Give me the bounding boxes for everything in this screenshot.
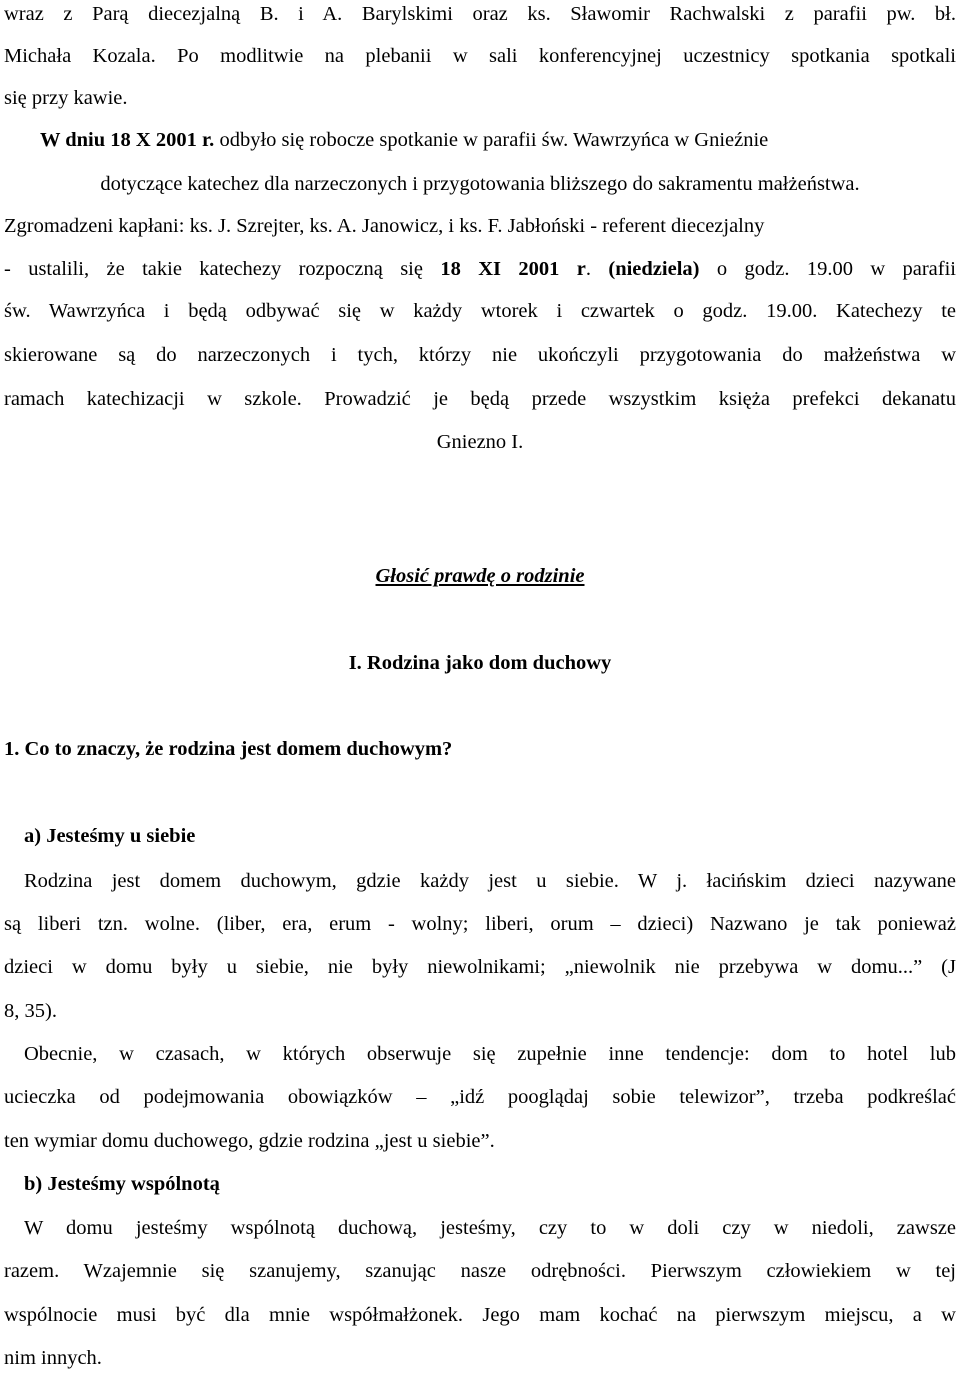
section-a-line-5: Obecnie, w czasach, w których obserwuje się zupełnie inne tendencje: dom to hotel lub: [24, 1043, 956, 1065]
meeting-line-1: W dniu 18 X 2001 r. odbyło się robocze spotkanie w parafii św. Wawrzyńca w Gnieźnie: [40, 129, 769, 151]
part-heading: I. Rodzina jako dom duchowy: [348, 652, 612, 674]
meeting-line-3: Zgromadzeni kapłani: ks. J. Szrejter, ks. A. Janowicz, i ks. F. Jabłoński - referent diecezjalny: [4, 215, 765, 237]
section-b-line-1: W domu jesteśmy wspólnotą duchową, jesteśmy, czy to w doli czy w niedoli, zawsze: [24, 1217, 956, 1239]
meeting-line-4: - ustalili, że takie katechezy rozpoczną się 18 XI 2001 r. (niedziela) o godz. 19.00 w parafii: [4, 258, 956, 280]
meeting-date: W dniu 18 X 2001 r.: [40, 129, 215, 151]
section-b-line-3: wspólnocie musi być dla mnie współmałżonek. Jego mam kochać na pierwszym miejscu, a w: [4, 1304, 956, 1326]
intro-line-2: Michała Kozala. Po modlitwie na plebanii w sali konferencyjnej uczestnicy spotkania spotkali: [4, 45, 956, 67]
meeting-line-8: Gniezno I.: [436, 431, 524, 453]
section-b-line-2: razem. Wzajemnie się szanujemy, szanując nasze odrębności. Pierwszym człowiekiem w tej: [4, 1260, 956, 1282]
intro-line-3: się przy kawie.: [4, 87, 128, 109]
section-a-line-2: są liberi tzn. wolne. (liber, era, erum - wolny; liberi, orum – dzieci) Nazwano je tak ponieważ: [4, 913, 956, 935]
section-a-line-4: 8, 35).: [4, 1000, 57, 1022]
section-a-line-6: ucieczka od podejmowania obowiązków – „idź pooglądaj sobie telewizor”, trzeba podkreślać: [4, 1086, 956, 1108]
meeting-line-7: ramach katechizacji w szkole. Prowadzić je będą przede wszystkim księża prefekci dekanatu: [4, 388, 956, 410]
meeting-line-6: skierowane są do narzeczonych i tych, którzy nie ukończyli przygotowania do małżeństwa w: [4, 344, 956, 366]
section-a-line-7: ten wymiar domu duchowego, gdzie rodzina „jest u siebie”.: [4, 1130, 495, 1152]
subheading-a: a) Jesteśmy u siebie: [24, 825, 196, 847]
section-b-line-4: nim innych.: [4, 1347, 102, 1369]
subheading-b: b) Jesteśmy wspólnotą: [24, 1173, 220, 1195]
start-date: 18 XI 2001 r: [440, 258, 586, 280]
start-day: (niedziela): [608, 258, 700, 280]
section-a-line-1: Rodzina jest domem duchowym, gdzie każdy jest u siebie. W j. łacińskim dzieci nazywane: [24, 870, 956, 892]
intro-line-1: wraz z Parą diecezjalną B. i A. Barylskimi oraz ks. Sławomir Rachwalski z parafii pw. bł.: [4, 3, 956, 25]
section-a-line-3: dzieci w domu były u siebie, nie były niewolnikami; „niewolnik nie przebywa w domu...” (J: [4, 956, 956, 978]
meeting-line-5: św. Wawrzyńca i będą odbywać się w każdy wtorek i czwartek o godz. 19.00. Katechezy te: [4, 300, 956, 322]
main-heading: Głosić prawdę o rodzinie: [375, 565, 585, 587]
meeting-line-2: dotyczące katechez dla narzeczonych i przygotowania bliższego do sakramentu małżeństwa.: [100, 173, 860, 195]
question-heading: 1. Co to znaczy, że rodzina jest domem duchowym?: [4, 738, 453, 760]
